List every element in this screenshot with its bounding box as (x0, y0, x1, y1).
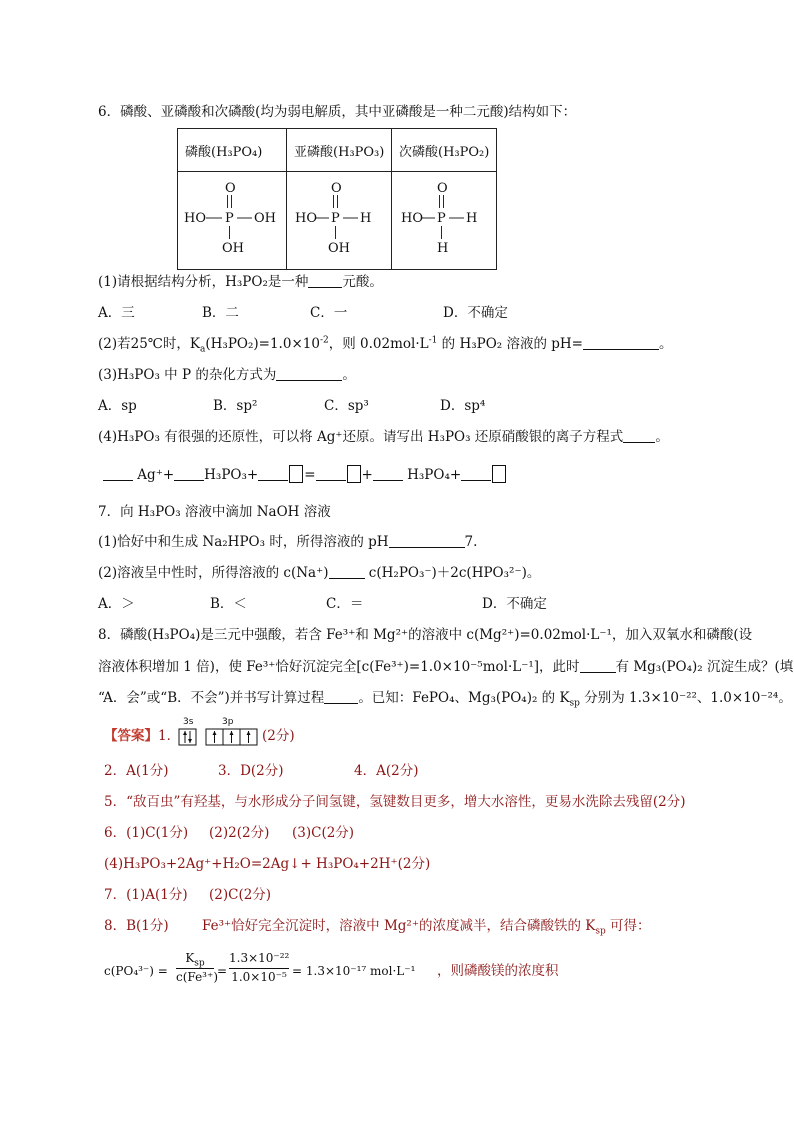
coef-blank[interactable] (258, 467, 288, 481)
header-phosphorous-acid: 亚磷酸(H₃PO₃) (287, 129, 392, 172)
acid-structure-table (177, 128, 497, 270)
formula-result: = 1.3×10⁻¹⁷ mol·L⁻¹ (292, 964, 416, 978)
header-phosphoric-acid: 磷酸(H₃PO₄) (178, 129, 287, 172)
option-a: A．三 (98, 305, 135, 321)
option-a: A．＞ (98, 596, 135, 612)
answer-blank[interactable] (308, 274, 342, 288)
option-a: A．sp (98, 398, 137, 414)
atom-h-bottom: H (437, 241, 449, 256)
atom-o-top: O (331, 181, 342, 196)
atom-o-top: O (437, 181, 448, 196)
answer-8: 8．B(1分) Fe³⁺恰好完全沉淀时，溶液中 Mg²⁺的浓度减半，结合磷酸铁的 $K_{sp}$ 可得： (104, 918, 651, 937)
q8-line1: 8．磷酸(H₃PO₄)是三元中强酸，若含 Fe³⁺和 Mg²⁺的溶液中 c(Mg²⁺)=0.02mol·L⁻¹，加入双氧水和磷酸(设 (98, 627, 753, 643)
answer-5: 5．“敌百虫”有羟基，与水形成分子间氢键，氢键数目更多，增大水溶性，更易水洗除去残留(2分) (104, 794, 686, 810)
option-b: B．二 (202, 305, 239, 321)
species-box[interactable] (492, 465, 506, 483)
atom-h-right: H (360, 211, 372, 226)
q6-equation: Ag⁺+ H₃PO₃+ = + H₃PO₄+ (103, 465, 507, 484)
answer-blank[interactable] (324, 690, 358, 704)
answer-label: 【答案】 (104, 728, 158, 744)
fraction-values: 1.3×10⁻²² 1.0×10⁻⁵ (229, 951, 290, 984)
answer-blank[interactable] (389, 534, 465, 548)
formula-tail: ，则磷酸镁的浓度积 (437, 963, 559, 979)
atom-p: P (225, 211, 234, 226)
structure-phosphoric-acid (178, 172, 287, 270)
answer-1-score: (2分) (262, 728, 295, 744)
option-b: B．＜ (210, 596, 247, 612)
answer-blank[interactable] (329, 565, 365, 579)
atom-ho-left: HO (401, 211, 423, 226)
coef-blank[interactable] (174, 467, 204, 481)
answer-blank[interactable] (276, 367, 342, 381)
structure-phosphorous-acid (287, 172, 392, 270)
option-d: D．不确定 (482, 596, 547, 612)
species-box[interactable] (289, 465, 303, 483)
atom-ho-left: HO (184, 211, 206, 226)
option-c: C．＝ (326, 596, 364, 612)
atom-p: P (331, 211, 340, 226)
coef-blank[interactable] (461, 467, 491, 481)
atom-oh-bottom: OH (222, 241, 244, 256)
q8-line3: “A．会”或“B．不会”)并书写计算过程 。已知：FePO₄、Mg₃(PO₄)₂ 的 $K_{sp}$ 分别为 1.3×10⁻²²、1.0×10⁻²⁴。 (98, 690, 792, 709)
q6-part1: (1)请根据结构分析，H₃PO₂是一种 元酸。 (98, 274, 383, 290)
option-d: D．sp⁴ (440, 398, 486, 414)
q7-intro: 7．向 H₃PO₃ 溶液中滴加 NaOH 溶液 (98, 504, 331, 520)
ksp-formula: c(PO₄³⁻) = (104, 964, 168, 978)
answer-blank[interactable] (583, 336, 659, 350)
coef-blank[interactable] (373, 467, 403, 481)
species-box[interactable] (347, 465, 361, 483)
answer-7: 7．(1)A(1分) (2)C(2分) (104, 887, 272, 903)
answer-6: 6．(1)C(1分) (2)2(2分) (3)C(2分) (104, 825, 355, 841)
option-c: C．sp³ (324, 398, 369, 414)
atom-h-right: H (466, 211, 478, 226)
answer-blank[interactable] (623, 429, 655, 443)
orbital-diagram (178, 716, 260, 748)
q7-part2: (2)溶液呈中性时，所得溶液的 c(Na⁺) c(H₂PO₃⁻)＋2c(HPO₃²⁻)。 (98, 565, 541, 581)
fraction-ksp-over-cfe: $K_{sp}$ c(Fe³⁺) (176, 951, 218, 984)
answer-1: 【答案】1． (104, 728, 181, 744)
answer-2-4: 2．A(1分) 3．D(2分) 4．A(2分) (104, 763, 419, 779)
atom-p: P (437, 211, 446, 226)
option-b: B．sp² (213, 398, 258, 414)
atom-oh-bottom: OH (328, 241, 350, 256)
equals-sign: = (217, 964, 228, 978)
answer-6-4: (4)H₃PO₃+2Ag⁺+H₂O=2Ag↓+ H₃PO₄+2H⁺(2分) (104, 856, 431, 872)
orbital-3s-label: 3s (183, 717, 194, 727)
atom-oh-right: OH (254, 211, 276, 226)
option-c: C．一 (310, 305, 348, 321)
q6-intro: 6．磷酸、亚磷酸和次磷酸(均为弱电解质，其中亚磷酸是一种二元酸)结构如下： (98, 104, 577, 120)
atom-o-top: O (225, 181, 236, 196)
coef-blank[interactable] (103, 467, 133, 481)
option-d: D．不确定 (443, 305, 508, 321)
atom-ho-left: HO (295, 211, 317, 226)
q8-line2: 溶液体积增加 1 倍)，使 Fe³⁺恰好沉淀完全[c(Fe³⁺)=1.0×10⁻⁵mol·L⁻¹]，此时 有 Mg₃(PO₄)₂ 沉淀生成？(填 (98, 659, 794, 675)
q6-part4: (4)H₃PO₃ 有很强的还原性，可以将 Ag⁺还原。请写出 H₃PO₃ 还原硝酸银的离子方程式 。 (98, 429, 669, 445)
coef-blank[interactable] (316, 467, 346, 481)
q6-part3: (3)H₃PO₃ 中 P 的杂化方式为 。 (98, 367, 356, 383)
orbital-3p-label: 3p (222, 717, 234, 727)
header-hypophosphorous-acid: 次磷酸(H₃PO₂) (392, 129, 497, 172)
answer-blank[interactable] (580, 659, 616, 673)
q7-part1: (1)恰好中和生成 Na₂HPO₃ 时，所得溶液的 pH 7. (98, 534, 478, 550)
structure-hypophosphorous-acid (392, 172, 497, 270)
q6-part2: (2)若25℃时，$K_a(H_3PO_2)=1.0\times 10^{-2}$，则 $0.02mol\cdot L^{-1}$ 的 H₃PO₂ 溶液的 pH= 。 (98, 335, 673, 355)
